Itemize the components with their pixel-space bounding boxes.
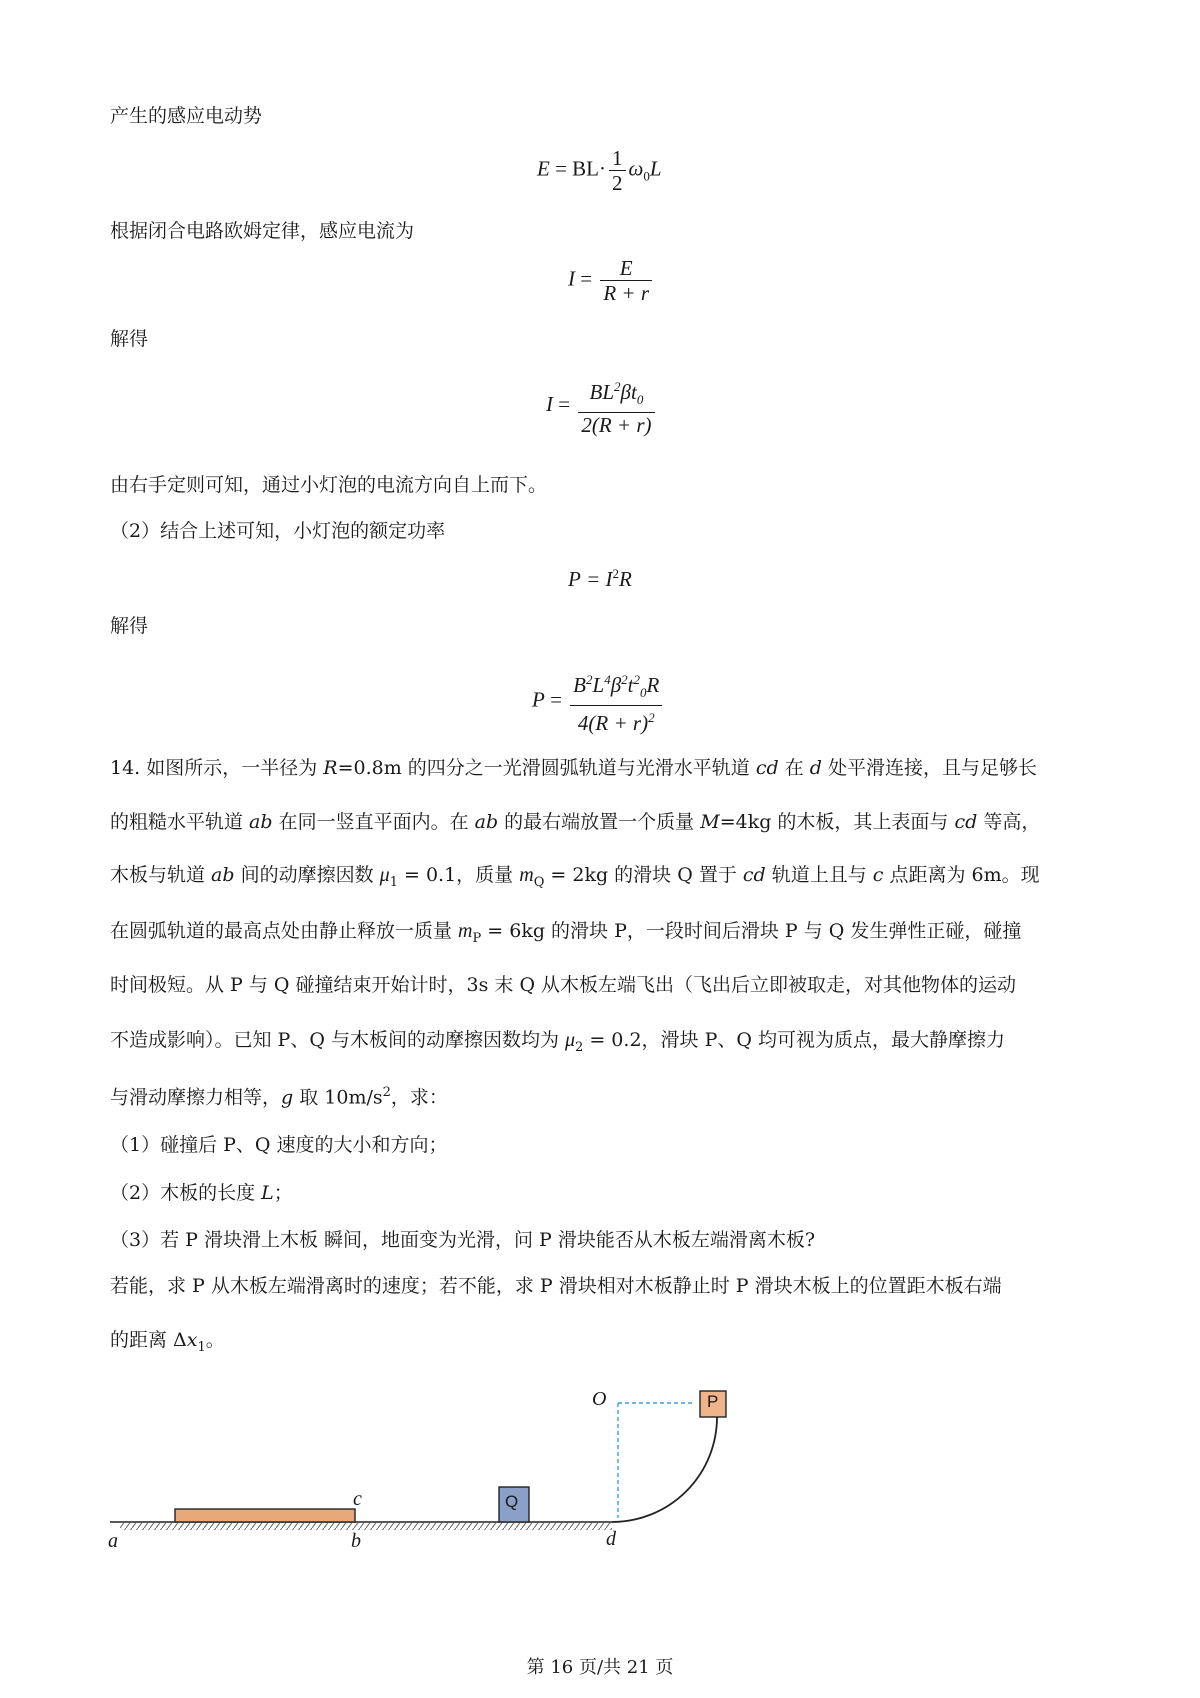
equation-current: I = $\frac{E}{R + r}$ — [568, 256, 655, 305]
label-d: d — [606, 1528, 616, 1550]
problem-14-line-7: 与滑动摩擦力相等，g 取 $10m/s^2$，求： — [110, 1085, 448, 1109]
label-c: c — [353, 1488, 362, 1510]
question-3-line-3: 的距离 $\Delta x_1$。 — [110, 1329, 225, 1355]
label-b: b — [351, 1530, 361, 1552]
text-line-rated-power: （2）结合上述可知，小灯泡的额定功率 — [110, 520, 446, 542]
quarter-arc-track — [612, 1417, 717, 1522]
equation-power: $P = I^2R$ — [568, 566, 632, 591]
question-2: （2）木板的长度 L； — [110, 1182, 293, 1204]
label-q: Q — [505, 1492, 519, 1511]
question-3-line-2: 若能，求 P 从木板左端滑离时的速度；若不能，求 P 滑块相对木板静止时 P 滑块木板上的位置距木板右端 — [110, 1275, 1002, 1297]
equation-emf: E = BL· $\frac{1}{2}$ $\omega_0L$ — [537, 146, 662, 195]
label-o: O — [592, 1388, 607, 1410]
page-footer: 第 16 页/共 21 页 — [526, 1657, 674, 1678]
equation-current-solved: I = $\frac{BL^2\beta t_0}{2(R + r)}$ — [546, 375, 658, 437]
problem-14-line-1: 14. 如图所示，一半径为 R=0.8m 的四分之一光滑圆弧轨道与光滑水平轨道 cd 在 d 处平滑连接，且与足够长 — [110, 757, 1037, 779]
question-3: （3）若 P 滑块滑上木板 瞬间，地面变为光滑，问 P 滑块能否从木板左端滑离木板? — [110, 1229, 816, 1251]
problem-14-line-3: 木板与轨道 ab 间的动摩擦因数 $\mu_1 = 0.1$，质量 $m_Q = 2kg$ 的滑块 Q 置于 cd 轨道上且与 c 点距离为 6m。现 — [110, 864, 1040, 890]
question-1: （1）碰撞后 P、Q 速度的大小和方向； — [110, 1134, 448, 1156]
problem-14-line-2: 的粗糙水平轨道 ab 在同一竖直平面内。在 ab 的最右端放置一个质量 M=4kg 的木板，其上表面与 cd 等高， — [110, 811, 1041, 833]
problem-14-line-6: 不造成影响）。已知 P、Q 与木板间的动摩擦因数均为 $\mu_2 = 0.2$，滑块 P、Q 均可视为质点，最大静摩擦力 — [110, 1029, 1005, 1055]
label-a: a — [108, 1530, 118, 1552]
wooden-board — [175, 1509, 355, 1522]
text-line-emf: 产生的感应电动势 — [110, 105, 263, 127]
smooth-track-hatch — [360, 1523, 612, 1530]
problem-14-line-5: 时间极短。从 P 与 Q 碰撞结束开始计时，3s 末 Q 从木板左端飞出（飞出后立即被取走，对其他物体的运动 — [110, 974, 1017, 996]
rough-track-hatch — [120, 1523, 360, 1530]
label-p: P — [707, 1392, 719, 1411]
problem-14-line-4: 在圆弧轨道的最高点处由静止释放一质量 $m_P = 6kg$ 的滑块 P，一段时间后滑块 P 与 Q 发生弹性正碰，碰撞 — [110, 920, 1022, 946]
text-line-solve-1: 解得 — [110, 328, 149, 350]
text-line-ohm: 根据闭合电路欧姆定律，感应电流为 — [110, 220, 415, 242]
text-line-right-hand-rule: 由右手定则可知，通过小灯泡的电流方向自上而下。 — [110, 474, 548, 496]
text-line-solve-2: 解得 — [110, 615, 149, 637]
equation-power-solved: P = $\frac{B^2L^4\beta^2t^2_0R}{4(R + r)^2}$ — [532, 668, 665, 735]
